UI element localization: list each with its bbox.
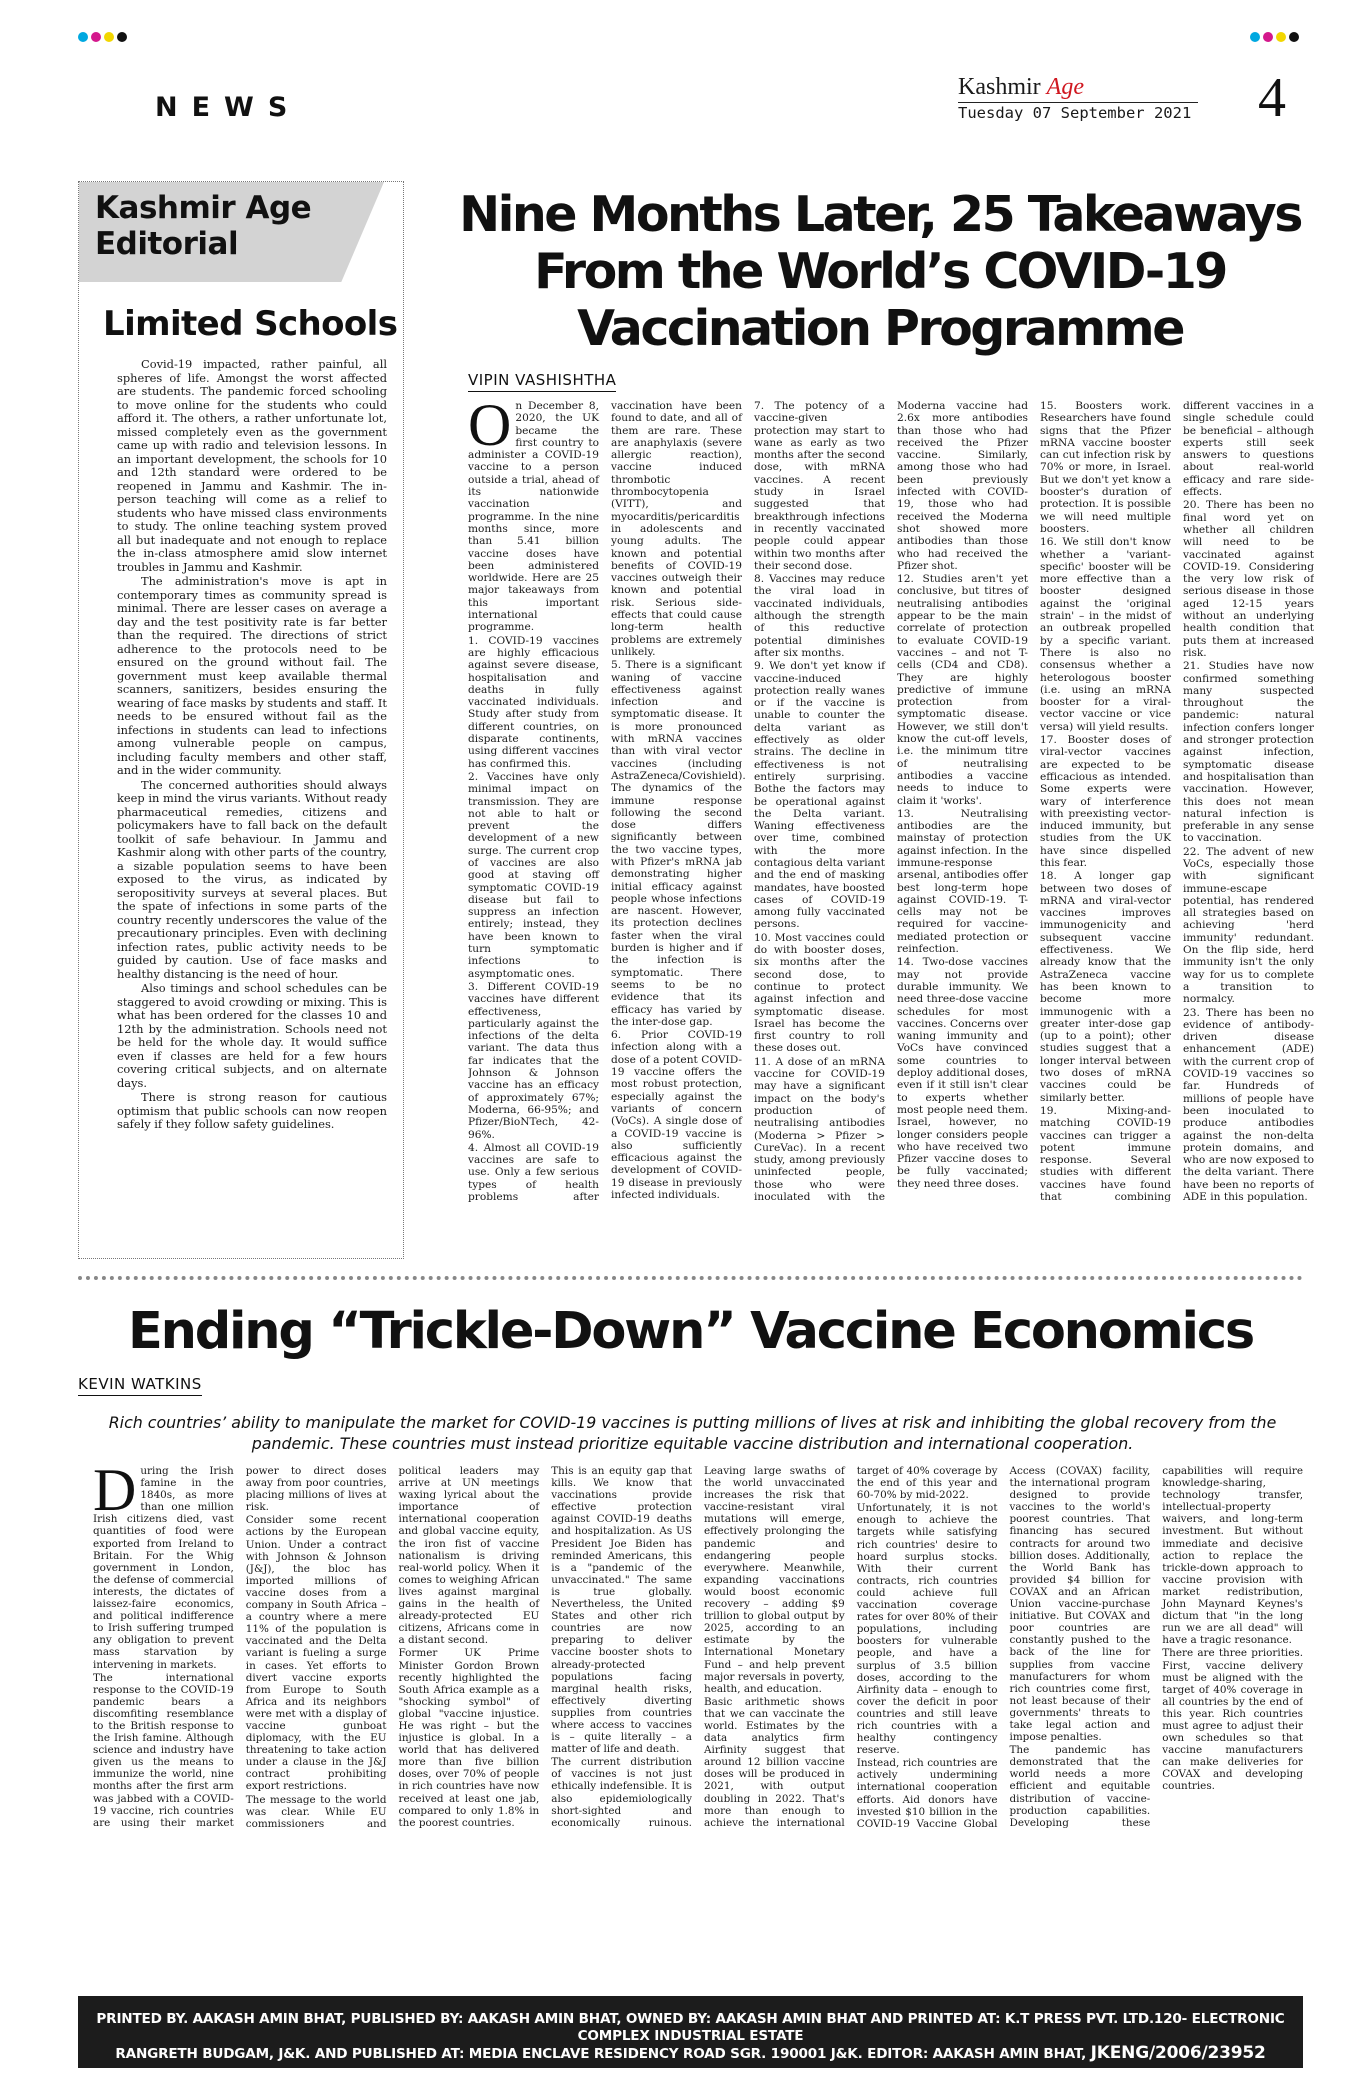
article1-paragraph: 23. There has been no evidence of antibody-driven disease enhancement (ADE) with the current crop of COVID-19 vaccines so far. Hundreds of millions of people have been inoculated to produce antibodies against the non-delta protein domains, and who are now exposed to the delta variant. There have been no reports of ADE in this population. bbox=[1183, 1006, 1314, 1203]
article1-paragraph: 10. Most vaccines could do with booster doses, six months after the second dose, to continue to protect against infection and symptomatic disease. Israel has become the first country to roll these doses out. bbox=[754, 931, 885, 1055]
article2-standfirst: Rich countries’ ability to manipulate the market for COVID-19 vaccines is putting millions of lives at risk and inhibiting the global recovery from the pandemic. These countries must instead prioritize equitable vaccine distribution and international cooperation. bbox=[108, 1413, 1277, 1453]
issue-date: Tuesday 07 September 2021 bbox=[958, 102, 1198, 122]
article2-paragraph: The current distribution of vaccines is not just ethically indefensible. It is also epidemiologically short-sighted and economically ruinous. Leaving large swaths of the world unvaccinated increases the risk that vaccine-resistant viral mutations will emerge, effectively prolonging the pandemic and endangering people everywhere. Meanwhile, expanding vaccinations would boost economic recovery – adding $9 trillion to global output by 2025, according to an estimate by the International Monetary Fund – and help prevent major reversals in poverty, health, and education. bbox=[551, 1465, 845, 1829]
editorial-paragraph: The concerned authorities should always keep in mind the virus variants. Without ready pharmaceutical remedies, citizens and policymakers have to fall back on the default toolkit of safe behaviour. In Jammu and Kashmir along with other parts of the country, a sizable population seems to have been exposed to the virus, as indicated by seropositivity surveys at several places. But the spate of infections in some parts of the country recently underscores the value of the precautionary principles. Even with declining infection rates, public activity needs to be guided by caution. Use of face masks and healthy distancing is the need of hour. bbox=[117, 777, 387, 981]
yellow-reg-dot bbox=[104, 32, 114, 42]
article1-paragraph: 11. A dose of an mRNA vaccine for COVID-19 may have a significant impact on the body's production of neutralising antibodies (Moderna > Pfizer > CureVac). In a recent study, among previously uninfected people, those who were inoculated with the Moderna vaccine had 2.6x more antibodies than those who had received the Pfizer vaccine. Similarly, among those who had been previously infected with COVID-19, those who had received the Moderna shot showed more antibodies than those who had received the Pfizer shot. bbox=[754, 400, 1028, 1203]
article2-dropcap: D bbox=[93, 1465, 137, 1523]
article2-title: Ending “Trickle-Down” Vaccine Economics bbox=[127, 1302, 1254, 1361]
article1-paragraph: 9. We don't yet know if vaccine-induced protection really wanes or if the vaccine is unable to counter the delta variant as effectively as older strains. The decline in effectiveness is not entirely surprising. Bothe the factors may be operational against the Delta variant. Waning effectiveness over time, combined with the more contagious delta variant and the end of masking mandates, have boosted cases of COVID-19 among fully vaccinated persons. bbox=[754, 660, 885, 931]
article2-paragraph: Instead, rich countries are actively undermining international cooperation efforts. Aid donors have invested $10 billion in the COVID-19 Vaccine Global Access (COVAX) facility, the international program designed to provide vaccines to the world's poorest countries. That financing has secured contracts for around two billion doses. Additionally, the World Bank has provided $4 billion for COVAX and an African Union vaccine-purchase initiative. But COVAX and poor countries are constantly pushed to the back of the line for supplies from vaccine manufacturers for whom rich countries come first, not least because of their governments' threats to take legal action and impose penalties. bbox=[856, 1465, 1151, 1830]
registration-marks-top-right bbox=[1250, 32, 1299, 42]
section-label: NEWS bbox=[155, 92, 302, 123]
article1-paragraph: 18. A longer gap between two doses of mRNA and viral-vector vaccines improves immunogenicity and subsequent vaccine effectiveness. We already know that the AstraZeneca vaccine has been known to become more immunogenic with a greater inter-dose gap (up to a point); other studies suggest that a longer interval between two doses of mRNA vaccines could be similarly better. bbox=[1040, 870, 1171, 1104]
article1-paragraph: 22. The advent of new VoCs, especially those with significant immune-escape potential, has rendered all strategies based on achieving 'herd immunity' redundant. On the flip side, herd immunity isn't the only way for us to complete a transition to normalcy. bbox=[1183, 845, 1314, 1006]
article2-paragraph: Former UK Prime Minister Gordon Brown recently highlighted the South Africa example as a "shocking symbol" of global "vaccine injustice. He was right – but the injustice is global. In a world that has delivered more than five billion doses, over 70% of people in rich countries have now received at least one jab, compared to only 1.8% in the poorest countries. bbox=[398, 1647, 540, 1829]
black-reg-dot bbox=[1289, 32, 1299, 42]
black-reg-dot bbox=[117, 32, 127, 42]
article2-paragraph: During the Irish famine in the 1840s, as more than one million Irish citizens died, vast quantities of food were exported from Ireland to Britain. For the Whig government in London, the defense of commercial interests, the dictates of laissez-faire economics, and political indifference to Irish suffering trumped any obligation to prevent mass starvation by intervening in markets. bbox=[93, 1465, 234, 1671]
paper-name-part1: Kashmir bbox=[958, 74, 1041, 100]
imprint-line1: PRINTED BY. AAKASH AMIN BHAT, PUBLISHED BY: AAKASH AMIN BHAT, OWNED BY: AAKASH AMIN BHAT AND PRINTED AT: K.T PRESS PVT. LTD.120- ELECTRONIC COMPLEX INDUSTRIAL ESTATE bbox=[96, 2011, 1285, 2044]
article1-paragraph: 5. There is a significant waning of vaccine effectiveness against infection and symptomatic disease. It is more pronounced with mRNA vaccines than with viral vector vaccines (including AstraZeneca/Covishield). The dynamics of the immune response following the second dose differs significantly between the two vaccine types, with Pfizer's mRNA jab demonstrating higher initial efficacy against people whose infections are nascent. However, its protection declines faster when the viral burden is higher and if the infection is symptomatic. There seems to be no evidence that its efficacy has varied by the inter-dose gap. bbox=[611, 659, 746, 1028]
article1-paragraph: 21. Studies have now confirmed something many suspected throughout the pandemic: natural infection confers longer and stronger protection against infection, symptomatic disease and hospitalisation than vaccination. However, this does not mean natural infection is preferable in any sense to vaccination. bbox=[1183, 660, 1314, 845]
imprint-line2: RANGRETH BUDGAM, J&K. AND PUBLISHED AT: MEDIA ENCLAVE RESIDENCY ROAD SGR. 190001 J&K. EDITOR: AAKASH AMIN BHAT, JKENG/2006/23952 bbox=[115, 2043, 1266, 2063]
article1-paragraph: 6. Prior COVID-19 infection along with a dose of a potent COVID-19 vaccine offers the most robust protection, especially against the variants of concern (VoCs). A single dose of a COVID-19 vaccine is also sufficiently efficacious against the development of COVID-19 disease in previously infected individuals. bbox=[611, 1029, 742, 1201]
article1-dropcap: O bbox=[468, 400, 512, 458]
article1-paragraph: 15. Boosters work. Researchers have found signs that the Pfizer mRNA vaccine booster can cut infection risk by 70% or more, in Israel. But we don't yet know a booster's duration of protection. It is possible we will need multiple boosters. bbox=[1040, 400, 1171, 535]
paper-name-part2: Age bbox=[1046, 74, 1084, 100]
article1-paragraph: 1. COVID-19 vaccines are highly efficacious against severe disease, hospitalisation and deaths in fully vaccinated individuals. Study after study from different countries, on disparate continents, using different vaccines has confirmed this. bbox=[468, 634, 599, 770]
article1-paragraph: 14. Two-dose vaccines may not provide durable immunity. We need three-dose vaccine schedules for most vaccines. Concerns over waning immunity and VoCs have convinced some countries to deploy additional doses, even if it still isn't clear to experts whether most people need them. Israel, however, no longer considers people who have received two Pfizer vaccine doses to be fully vaccinated; they need three doses. bbox=[897, 956, 1028, 1190]
article1-paragraph: 4. Almost all COVID-19 vaccines are safe to use. Only a few serious types of health problems after vaccination have been found to date, and all of them are rare. These are anaphylaxis (severe allergic reaction), vaccine induced thrombotic thrombocytopenia (VITT), and myocarditis/pericarditis in adolescents and young adults. The known and potential benefits of COVID-19 vaccines outweigh their known and potential risk. Serious side-effects that could cause long-term health problems are extremely unlikely. bbox=[468, 400, 742, 1203]
article1-byline: VIPIN VASHISHTHA bbox=[468, 371, 616, 392]
editorial-label bbox=[95, 191, 311, 263]
magenta-reg-dot bbox=[1263, 32, 1273, 42]
article1-paragraph: 12. Studies aren't yet conclusive, but titres of neutralising antibodies appear to be the main correlate of protection to evaluate COVID-19 vaccines – and not T-cells (CD4 and CD8). They are highly predictive of immune protection from symptomatic disease. However, we still don't know the cut-off levels, i.e. the minimum titre of neutralising antibodies a vaccine needs to induce to claim it 'works'. bbox=[897, 573, 1028, 807]
article2-body bbox=[93, 1465, 1303, 1980]
registration-marks-top-left bbox=[78, 32, 127, 42]
yellow-reg-dot bbox=[1276, 32, 1286, 42]
article2-paragraph: Basic arithmetic shows that we can vaccinate the world. Estimates by the data analytics firm Airfinity suggest that around 12 billion vaccine doses will be produced in 2021, with output doubling in 2022. That's more than enough to achieve the international target of 40% coverage by the end of this year and 60-70% by mid-2022. bbox=[704, 1465, 998, 1829]
magenta-reg-dot bbox=[91, 32, 101, 42]
printer-imprint bbox=[78, 1996, 1303, 2068]
article1-paragraph: 3. Different COVID-19 vaccines have different effectiveness, particularly against the infections of the delta variant. The data thus far indicates that the Johnson & Johnson vaccine has an efficacy of approximately 67%; Moderna, 66-95%; and Pfizer/BioNTech, 42-96%. bbox=[468, 980, 599, 1141]
masthead bbox=[958, 74, 1198, 122]
editorial-label-line1: Kashmir Age bbox=[95, 190, 312, 226]
article2-paragraph: There are three priorities. First, vaccine delivery must be aligned with the target of 40% coverage in all countries by the end of this year. Rich countries must agree to adjust their own schedules so that vaccine manufacturers can make deliveries for COVAX and developing countries. bbox=[1162, 1647, 1303, 1793]
page-number: 4 bbox=[1258, 67, 1286, 129]
article1-paragraph: 8. Vaccines may reduce the viral load in vaccinated individuals, although the strength of this reductive potential diminishes after six months. bbox=[754, 573, 885, 659]
editorial-body bbox=[117, 358, 387, 1133]
editorial-paragraph: There is strong reason for cautious optimism that public schools can now reopen safely if they follow safety guidelines. bbox=[117, 1090, 387, 1131]
article2-byline: KEVIN WATKINS bbox=[78, 1375, 202, 1396]
article1-title: Nine Months Later, 25 Takeaways From the World’s COVID-19 Vaccination Programme bbox=[459, 186, 1301, 357]
editorial-headline: Limited Schools bbox=[103, 304, 398, 344]
article1-paragraph: 17. Booster doses of viral-vector vaccines are expected to be efficacious as intended. Some experts were wary of interference with preexisting vector-induced immunity, but studies from the UK have since dispelled this fear. bbox=[1040, 734, 1171, 869]
editorial-paragraph: Also timings and school schedules can be staggered to avoid crowding or mixing. This is what has been ordered for the classes 10 and 12th by the administration. Schools need not be held for the whole day. It would suffice even if classes are held for a few hours covering critical subjects, and on alternate days. bbox=[117, 981, 387, 1090]
article2-paragraph: Unfortunately, it is not enough to achieve the targets while satisfying rich countries' desire to hoard surplus stocks. With their current contracts, rich countries could achieve full vaccination coverage rates for over 80% of their populations, including boosters for vulnerable people, and have a surplus of 3.5 billion doses, according to the Airfinity data – enough to cover the deficit in poor countries and still leave rich countries with a healthy contingency reserve. bbox=[856, 1502, 998, 1757]
editorial-paragraph: Covid-19 impacted, rather painful, all spheres of life. Amongst the worst affected are students. The pandemic forced schooling to move online for the students who could afford it. The others, a rather unfortunate lot, missed completely even as the government came up with radio and television lessons. In an important development, the schools for 10 and 12th standard were ordered to be reopened in Jammu and Kashmir. The in-person teaching will come as a relief to students who have missed class environments to study. The online teaching system proved all but inadequate and not enough to replace the in-class atmosphere amid slow internet troubles in Jammu and Kashmir. bbox=[117, 357, 387, 574]
article2-paragraph: This is an equity gap that kills. We know that vaccinations provide effective protection against COVID-19 deaths and hospitalization. As US President Joe Biden has reminded Americans, this is a "pandemic of the unvaccinated." The same is true globally. Nevertheless, the United States and other rich countries are now preparing to deliver vaccine booster shots to already-protected populations facing marginal health risks, effectively diverting supplies from countries where access to vaccines is – quite literally – a matter of life and death. bbox=[551, 1465, 692, 1756]
article2-paragraph: The message to the world was clear. While EU commissioners and political leaders may arrive at UN meetings waxing lyrical about the importance of international cooperation and global vaccine equity, the iron fist of vaccine nationalism is driving real-world policy. When it comes to weighing African lives against marginal gains in the health of already-protected EU citizens, Africans come in a distant second. bbox=[245, 1465, 540, 1830]
article2-paragraph: Consider some recent actions by the European Union. Under a contract with Johnson & Johnson (J&J), the bloc has imported millions of vaccine doses from a company in South Africa – a country where a mere 11% of the population is vaccinated and the Delta variant is fueling a surge in cases. Yet efforts to divert vaccine exports from Europe to South Africa and its neighbors were met with a display of vaccine gunboat diplomacy, with the EU threatening to take action under a clause in the J&J contract prohibiting export restrictions. bbox=[245, 1514, 387, 1793]
editorial-box bbox=[78, 181, 404, 1259]
cyan-reg-dot bbox=[78, 32, 88, 42]
section-separator bbox=[78, 1276, 1303, 1280]
cyan-reg-dot bbox=[1250, 32, 1260, 42]
editorial-label-line2: Editorial bbox=[95, 225, 239, 262]
article1-paragraph: 16. We still don't know whether a 'variant-specific' booster will be more effective than a booster designed against the 'original strain' – in the midst of an outbreak propelled by a specific variant. There is also no consensus whether a heterologous booster (i.e. using an mRNA booster for a viral-vector vaccine or vice versa) will yield results. bbox=[1040, 536, 1171, 733]
article1-paragraph: 20. There has been no final word yet on whether all children will need to be vaccinated against COVID-19. Considering the very low risk of serious disease in those aged 12-15 years without an underlying health condition that puts them at increased risk. bbox=[1183, 499, 1314, 659]
article1-paragraph: On December 8, 2020, the UK became the first country to administer a COVID-19 vaccine to a person outside a trial, ahead of its nationwide vaccination programme. In the nine months since, more than 5.41 billion vaccine doses have been administered worldwide. Here are 25 major takeaways from this important international programme. bbox=[468, 400, 599, 634]
article2-paragraph: The pandemic has demonstrated that the world needs a more efficient and equitable distribution of vaccine-production capabilities. Developing these capabilities will require knowledge-sharing, technology transfer, intellectual-property waivers, and long-term investment. But without immediate and decisive action to replace the trickle-down approach to vaccine provision with market redistribution, John Maynard Keynes's dictum that "in the long run we are all dead" will have a tragic resonance. bbox=[1009, 1465, 1303, 1829]
paper-name bbox=[958, 74, 1198, 101]
article1-paragraph: 19. Mixing-and-matching COVID-19 vaccines can trigger a potent immune response. Several studies with different vaccines have found that combining different vaccines in a single schedule could be beneficial – although experts still seek answers to questions about real-world efficacy and rare side-effects. bbox=[1040, 400, 1314, 1203]
article1-paragraph: 7. The potency of a vaccine-given protection may start to wane as early as two months after the second dose, with mRNA vaccines. A recent study in Israel suggested that breakthrough infections in recently vaccinated people could appear within two months after their second dose. bbox=[754, 400, 885, 572]
article1-body bbox=[468, 400, 1314, 1295]
article2-paragraph: The international response to the COVID-19 pandemic bears a discomfiting resemblance to the British response to the Irish famine. Although science and industry have given us the means to immunize the world, nine months after the first arm was jabbed with a COVID-19 vaccine, rich countries are using their market power to direct doses away from poor countries, placing millions of lives at risk. bbox=[93, 1465, 387, 1829]
article1-paragraph: 13. Neutralising antibodies are the mainstay of protection against infection. In the immune-response arsenal, antibodies offer best long-term hope against COVID-19. T-cells may not be required for vaccine-mediated protection or reinfection. bbox=[897, 807, 1028, 956]
article1-paragraph: 2. Vaccines have only minimal impact on transmission. They are not able to halt or prevent the development of a new surge. The current crop of vaccines are also good at staving off symptomatic COVID-19 disease but fail to suppress an infection entirely; instead, they have been known to turn symptomatic infections to asymptomatic ones. bbox=[468, 770, 599, 980]
editorial-paragraph: The administration's move is apt in contemporary times as community spread is minimal. There are lesser cases on average a day and the test positivity rate is far better than the required. The directions of strict adherence to the protocols need to be ensured on the ground without fail. The government must keep available thermal scanners, sanitizers, besides ensuring the wearing of face masks by students and staff. It needs to be ensured without fail as the infections in students can lead to infections among vulnerable people on campus, including faculty members and other staff, and in the wider community. bbox=[117, 574, 387, 777]
registration-code: JKENG/2006/23952 bbox=[1090, 2043, 1266, 2063]
